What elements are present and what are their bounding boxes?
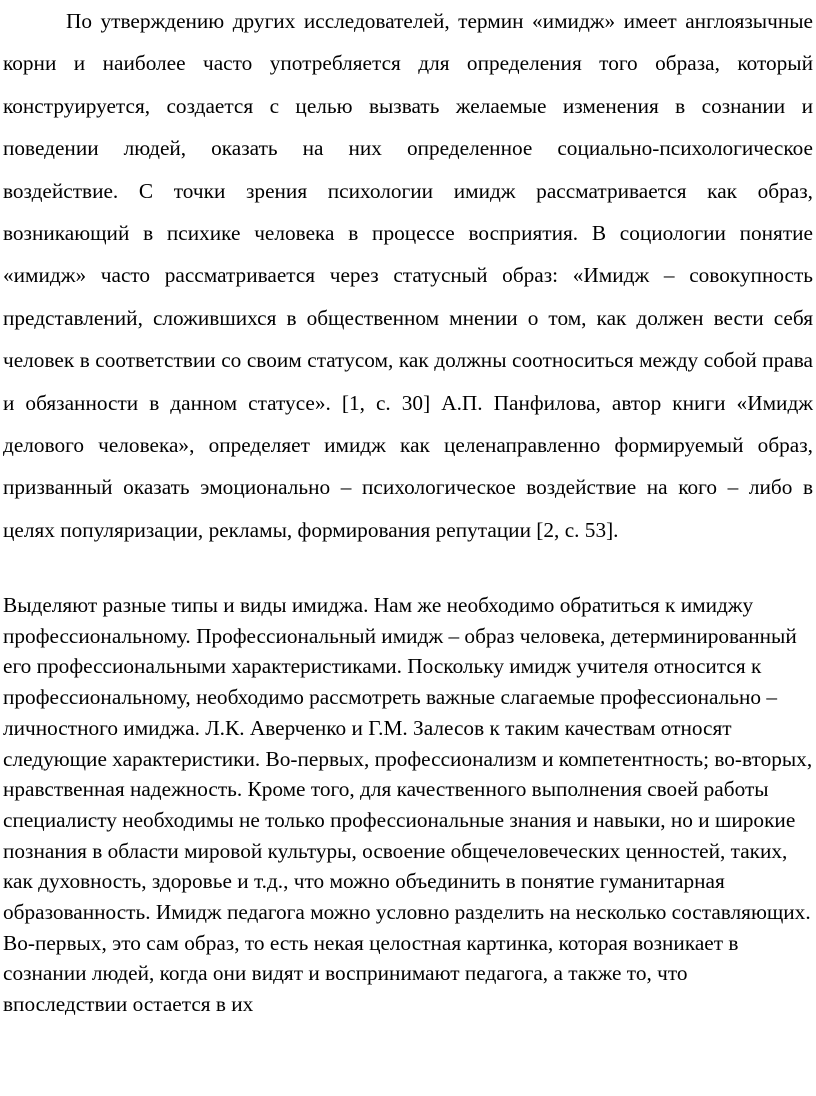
paragraph-1: По утверждению других исследователей, термин «имидж» имеет англоязычные корни и наиболее часто употребляется для определения того образа, который конструируется, создается с целью вызвать желаемые изменения в сознании и поведении людей, оказать на них определенное социально-психологическое воздействие. С точки зрения психологии имидж рассматривается как образ, возникающий в психике человека в процессе восприятия. В социологии понятие «имидж» часто рассматривается через статусный образ: «Имидж – совокупность представлений, сложившихся в общественном мнении о том, как должен вести себя человек в соответствии со своим статусом, как должны соотноситься между собой права и обязанности в данном статусе». [1, с. 30] А.П. Панфилова, автор книги «Имидж делового человека», определяет имидж как целенаправленно формируемый образ, призванный оказать эмоционально – психологическое воздействие на кого – либо в целях популяризации, рекламы, формирования репутации [2, с. 53]. bbox=[3, 9, 813, 542]
paragraph-2: Выделяют разные типы и виды имиджа. Нам же необходимо обратиться к имиджу профессиональному. Профессиональный имидж – образ человека, детерминированный его профессиональными характеристиками. Поскольку имидж учителя относится к профессиональному, необходимо рассмотреть важные слагаемые профессионально – личностного имиджа. Л.К. Аверченко и Г.М. Залесов к таким качествам относят следующие характеристики. Во-первых, профессионализм и компетентность; во-вторых, нравственная надежность. Кроме того, для качественного выполнения своей работы специалисту необходимы не только профессиональные знания и навыки, но и широкие познания в области мировой культуры, освоение общечеловеческих ценностей, таких, как духовность, здоровье и т.д., что можно объединить в понятие гуманитарная образованность. Имидж педагога можно условно разделить на несколько составляющих. Во-первых, это сам образ, то есть некая целостная картинка, которая возникает в сознании людей, когда они видят и воспринимают педагога, а также то, что впоследствии остается в их bbox=[3, 593, 813, 1017]
